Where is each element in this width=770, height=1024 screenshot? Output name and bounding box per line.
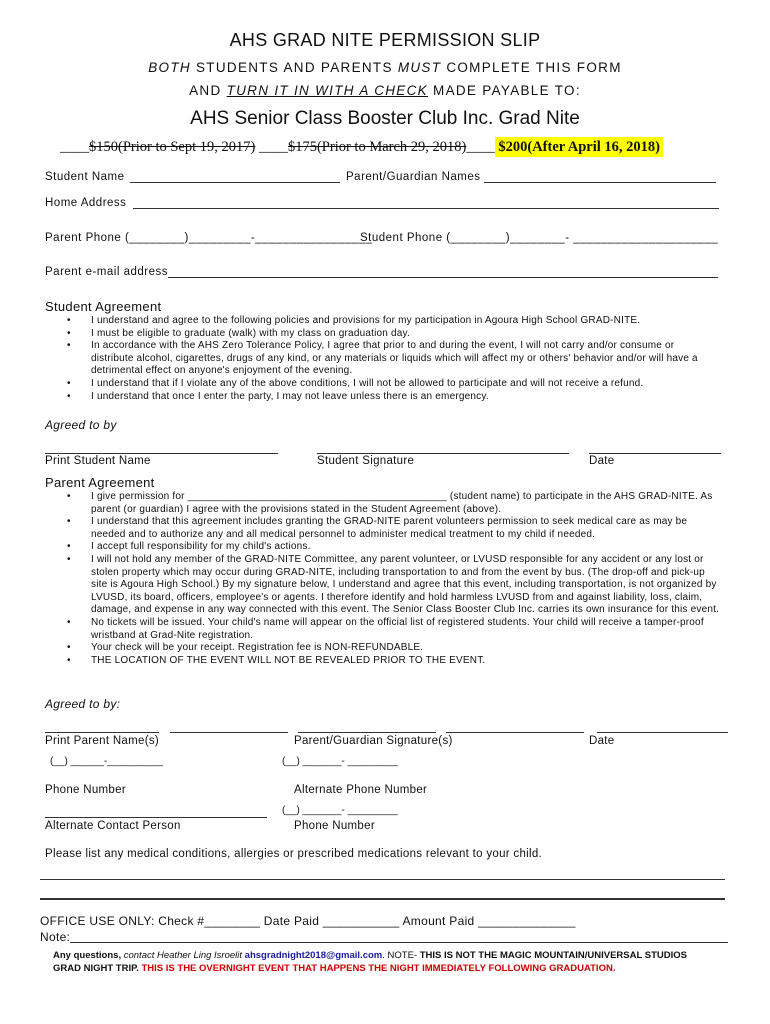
student-agreement-list <box>91 315 716 403</box>
print-student-name-label: Print Student Name <box>45 455 151 467</box>
parent-names-field[interactable] <box>484 182 716 183</box>
parent-agreement-heading: Parent Agreement <box>45 475 155 490</box>
alt-phone-number-label: Alternate Phone Number <box>294 784 428 796</box>
student-signature-label: Student Signature <box>317 455 415 467</box>
student-name-label: Student Name <box>45 171 125 183</box>
student-agreement-heading: Student Agreement <box>45 299 162 314</box>
home-address-label: Home Address <box>45 197 127 209</box>
student-print-name-field[interactable] <box>45 453 278 454</box>
list-item: • I understand and agree to the following policies and provisions for my participation in Agoura High School GRAD-NITE. <box>91 315 716 328</box>
phone-field-1[interactable]: (__) ______-__________ <box>50 756 163 767</box>
parent-agreement-list <box>91 491 721 667</box>
contact-email-link[interactable]: ahsgradnight2018@gmail.com <box>244 950 383 961</box>
student-date-label: Date <box>589 455 615 467</box>
parent-signature-field-2[interactable] <box>446 732 584 733</box>
form-title: AHS GRAD NITE PERMISSION SLIP <box>229 30 541 50</box>
price-early: $150(Prior to Sept 19, 2017) <box>89 139 256 155</box>
list-item: • I understand that once I enter the party, I may not leave unless there is an emergency. <box>91 391 716 404</box>
alt-contact-field[interactable] <box>45 817 267 818</box>
parent-print-name-field-2[interactable] <box>170 732 288 733</box>
list-item: • No tickets will be issued. Your child's name will appear on the official list of registered students. Your child will receive a tamper-proof wristband at Grad-Nite registration. <box>91 617 721 642</box>
medical-line-2[interactable] <box>40 898 725 900</box>
price-mid: $175(Prior to March 29, 2018) <box>287 139 467 155</box>
list-item: • I understand that this agreement includes granting the GRAD-NITE parent volunteers permission to seek medical care as may be needed and to authorize any and all medical personnel to administer medical treatment to my child if needed. <box>91 516 721 541</box>
alt-contact-phone-field[interactable]: (__) _______- _________ <box>282 805 398 816</box>
alt-contact-phone-label: Phone Number <box>294 820 375 832</box>
list-item: • I understand that if I violate any of the above conditions, I will not be allowed to participate and will not receive a refund. <box>91 378 716 391</box>
parent-signature-label: Parent/Guardian Signature(s) <box>294 735 453 747</box>
list-item: • I give permission for _____________________________________________ (student name) to participate in the AHS GRAD-NITE. As parent (or guardian) I agree with the provisions stated in the Student Agreement (above). <box>91 491 721 516</box>
price-options: ____$150(Prior to Sept 19, 2017) ____$175(Prior to March 29, 2018)____ $200(After April 16, 2018) <box>60 139 663 156</box>
payee-name: AHS Senior Class Booster Club Inc. Grad Nite <box>190 108 580 129</box>
student-signature-field[interactable] <box>317 453 569 454</box>
alt-contact-label: Alternate Contact Person <box>45 820 181 832</box>
parent-agreed-label: Agreed to by: <box>45 697 121 711</box>
parent-date-field[interactable] <box>597 732 728 733</box>
list-item: • I will not hold any member of the GRAD-NITE Committee, any parent volunteer, or LVUSD responsible for any accident or any lost or stolen property which may occur during GRAD-NITE, including transportation to and from the event by bus. (The drop-off and pick-up site is Agoura High School.) By my signature below, I understand and agree that this event, including transportation, is not organized by LVUSD, its board, officers, employee's or agents. I therefore identify and hold harmless LVUSD from and against liability, loss, claim, damage, and expense in any way connected with this event. The Senior Class Booster Club Inc. carries its own insurance for this event. <box>91 554 721 617</box>
student-agreed-label: Agreed to by <box>45 418 117 432</box>
list-item: • THE LOCATION OF THE EVENT WILL NOT BE REVEALED PRIOR TO THE EVENT. <box>91 655 721 668</box>
parent-print-name-field-1[interactable] <box>45 732 159 733</box>
student-date-field[interactable] <box>589 453 721 454</box>
list-item: • In accordance with the AHS Zero Tolerance Policy, I agree that prior to and during the event, I will not carry and/or consume or distribute alcohol, cigarettes, drugs of any kind, or any materials or liquids which will affect my or others' behavior and/or will have a detrimental effect on anyone's enjoyment of the evening. <box>91 340 716 378</box>
print-parent-names-label: Print Parent Name(s) <box>45 735 160 747</box>
office-use-line: OFFICE USE ONLY: Check #________ Date Paid ___________ Amount Paid ______________ <box>40 914 576 928</box>
student-name-field[interactable] <box>130 182 340 183</box>
parent-signature-field-1[interactable] <box>298 732 436 733</box>
office-note-field[interactable] <box>70 942 728 943</box>
phone-number-label: Phone Number <box>45 784 126 796</box>
parent-email-label: Parent e-mail address <box>45 266 168 278</box>
medical-prompt: Please list any medical conditions, allergies or prescribed medications relevant to your child. <box>45 848 543 860</box>
medical-line-1[interactable] <box>40 879 725 880</box>
parent-phone-field[interactable]: Parent Phone (________)_________-_________________ <box>45 232 373 244</box>
instruction-line-1: BOTH STUDENTS AND PARENTS MUST COMPLETE THIS FORM <box>148 60 622 75</box>
parent-date-label: Date <box>589 735 615 747</box>
alt-phone-field[interactable]: (__) _______- _________ <box>282 756 398 767</box>
parent-email-field[interactable] <box>168 277 718 278</box>
footer-note: Any questions, contact Heather Ling Isroelit ahsgradnight2018@gmail.com. NOTE- THIS IS NOT THE MAGIC MOUNTAIN/UNIVERSAL STUDIOS GRAD NIGHT TRIP. THIS IS THE OVERNIGHT EVENT THAT HAPPENS THE NIGHT IMMEDIATELY FOLLOWING GRADUATION. <box>53 950 687 974</box>
home-address-field[interactable] <box>133 208 719 209</box>
student-phone-field[interactable]: Student Phone (________)________- _____________________ <box>360 232 719 244</box>
instruction-line-2: AND TURN IT IN WITH A CHECK MADE PAYABLE TO: <box>189 83 581 98</box>
list-item: • Your check will be your receipt. Registration fee is NON-REFUNDABLE. <box>91 642 721 655</box>
overnight-warning: THIS IS THE OVERNIGHT EVENT THAT HAPPENS THE NIGHT IMMEDIATELY FOLLOWING GRADUATION. <box>141 962 616 974</box>
office-note-label: Note: <box>40 930 71 944</box>
price-current: $200(After April 16, 2018) <box>495 137 663 157</box>
parent-names-label: Parent/Guardian Names <box>346 171 481 183</box>
list-item: • I accept full responsibility for my child's actions. <box>91 541 721 554</box>
list-item: • I must be eligible to graduate (walk) with my class on graduation day. <box>91 328 716 341</box>
